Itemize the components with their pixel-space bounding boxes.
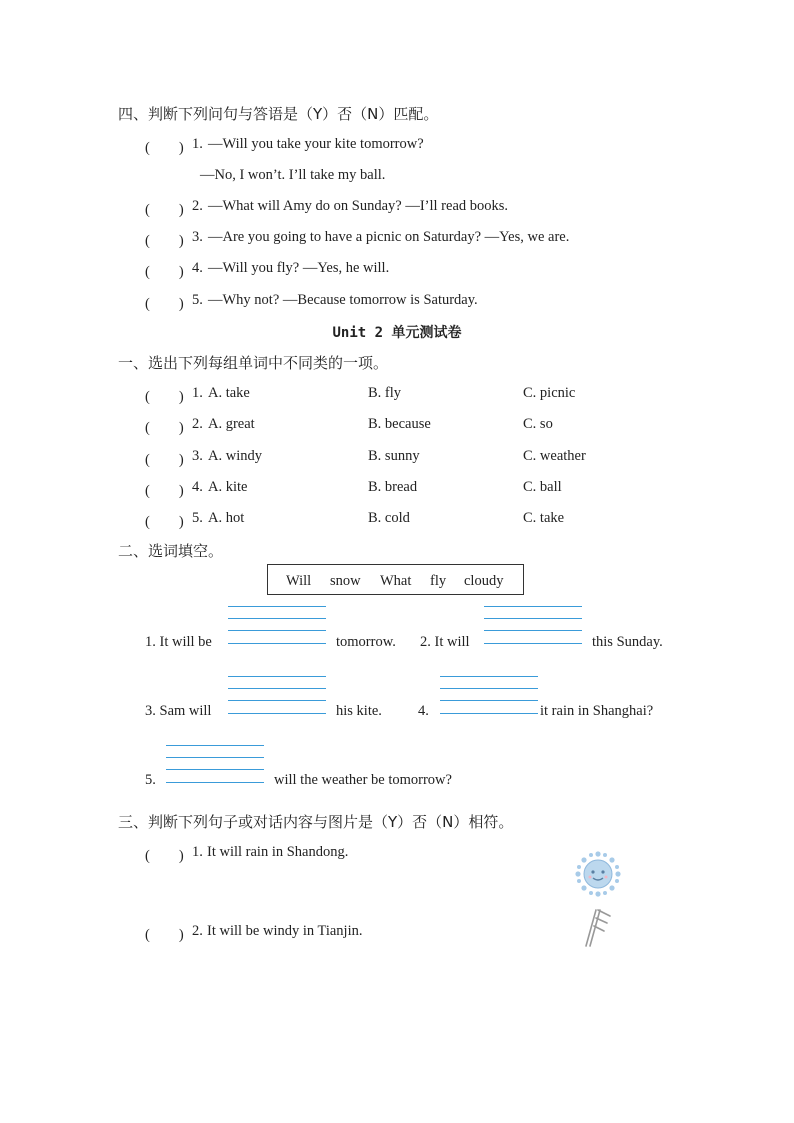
option-a: A. take <box>208 385 250 401</box>
word-bank-word: fly <box>430 573 447 589</box>
question-number: 3. <box>192 448 203 464</box>
question-number: 2. <box>192 923 203 939</box>
question-number: 1. <box>192 844 203 860</box>
fill-question-suffix: will the weather be tomorrow? <box>274 772 452 788</box>
answer-paren[interactable]: ( ) <box>145 140 184 156</box>
word-bank-word: cloudy <box>464 573 504 589</box>
part-1-title: 一、选出下列每组单词中不同类的一项。 <box>118 354 389 372</box>
word-bank-word: snow <box>330 573 361 589</box>
question-number: 5. <box>192 510 203 526</box>
question-number: 2. <box>192 198 203 214</box>
fill-question-suffix: this Sunday. <box>592 634 663 650</box>
option-c: C. picnic <box>523 385 576 401</box>
fill-question-prefix: 4. <box>418 703 429 719</box>
section-4-title: 四、判断下列问句与答语是（Y）否（N）匹配。 <box>118 105 439 123</box>
unit-title: Unit 2 单元测试卷 <box>332 325 462 341</box>
question-text: It will be windy in Tianjin. <box>207 923 363 939</box>
answer-paren[interactable]: ( ) <box>145 202 184 218</box>
question-text: —Will you take your kite tomorrow? <box>208 136 424 152</box>
question-number: 2. <box>192 416 203 432</box>
option-a: A. hot <box>208 510 245 526</box>
option-c: C. weather <box>523 448 586 464</box>
part-2-title: 二、选词填空。 <box>118 542 224 560</box>
question-number: 5. <box>192 292 203 308</box>
answer-paren[interactable]: ( ) <box>145 389 184 405</box>
option-a: A. kite <box>208 479 248 495</box>
question-text: —Will you fly? —Yes, he will. <box>208 260 390 276</box>
answer-paren[interactable]: ( ) <box>145 420 184 436</box>
option-b: B. sunny <box>368 448 420 464</box>
question-number: 4. <box>192 260 203 276</box>
option-c: C. so <box>523 416 553 432</box>
option-a: A. great <box>208 416 255 432</box>
fill-question-suffix: it rain in Shanghai? <box>540 703 654 719</box>
answer-paren[interactable]: ( ) <box>145 848 184 864</box>
windy-flag-icon <box>580 906 614 948</box>
question-number: 3. <box>192 229 203 245</box>
answer-paren[interactable]: ( ) <box>145 452 184 468</box>
question-text: —Are you going to have a picnic on Saturday? —Yes, we are. <box>208 229 570 245</box>
answer-paren[interactable]: ( ) <box>145 483 184 499</box>
fill-question-prefix: 2. It will <box>420 634 470 650</box>
fill-blank[interactable] <box>440 676 538 714</box>
answer-paren[interactable]: ( ) <box>145 264 184 280</box>
option-c: C. ball <box>523 479 562 495</box>
fill-blank[interactable] <box>166 745 264 783</box>
fill-blank[interactable] <box>484 606 582 644</box>
fill-blank[interactable] <box>228 606 326 644</box>
word-bank-box <box>267 564 524 595</box>
fill-question-suffix: his kite. <box>336 703 382 719</box>
question-number: 1. <box>192 385 203 401</box>
question-number: 1. <box>192 136 203 152</box>
fill-question-suffix: tomorrow. <box>336 634 396 650</box>
fill-question-prefix: 3. Sam will <box>145 703 212 719</box>
question-reply: —No, I won’t. I’ll take my ball. <box>200 167 386 183</box>
fill-blank[interactable] <box>228 676 326 714</box>
answer-paren[interactable]: ( ) <box>145 514 184 530</box>
word-bank-word: Will <box>286 573 312 589</box>
option-b: B. fly <box>368 385 402 401</box>
question-number: 4. <box>192 479 203 495</box>
sun-face-icon <box>574 850 622 898</box>
fill-question-prefix: 5. <box>145 772 156 788</box>
question-text: It will rain in Shandong. <box>207 844 349 860</box>
option-b: B. bread <box>368 479 418 495</box>
answer-paren[interactable]: ( ) <box>145 927 184 943</box>
question-text: —What will Amy do on Sunday? —I’ll read books. <box>208 198 509 214</box>
answer-paren[interactable]: ( ) <box>145 296 184 312</box>
option-c: C. take <box>523 510 565 526</box>
question-text: —Why not? —Because tomorrow is Saturday. <box>208 292 478 308</box>
fill-question-prefix: 1. It will be <box>145 634 212 650</box>
option-b: B. cold <box>368 510 410 526</box>
part-3-title: 三、判断下列句子或对话内容与图片是（Y）否（N）相符。 <box>118 813 514 831</box>
option-b: B. because <box>368 416 431 432</box>
answer-paren[interactable]: ( ) <box>145 233 184 249</box>
option-a: A. windy <box>208 448 262 464</box>
word-bank-word: What <box>380 573 412 589</box>
